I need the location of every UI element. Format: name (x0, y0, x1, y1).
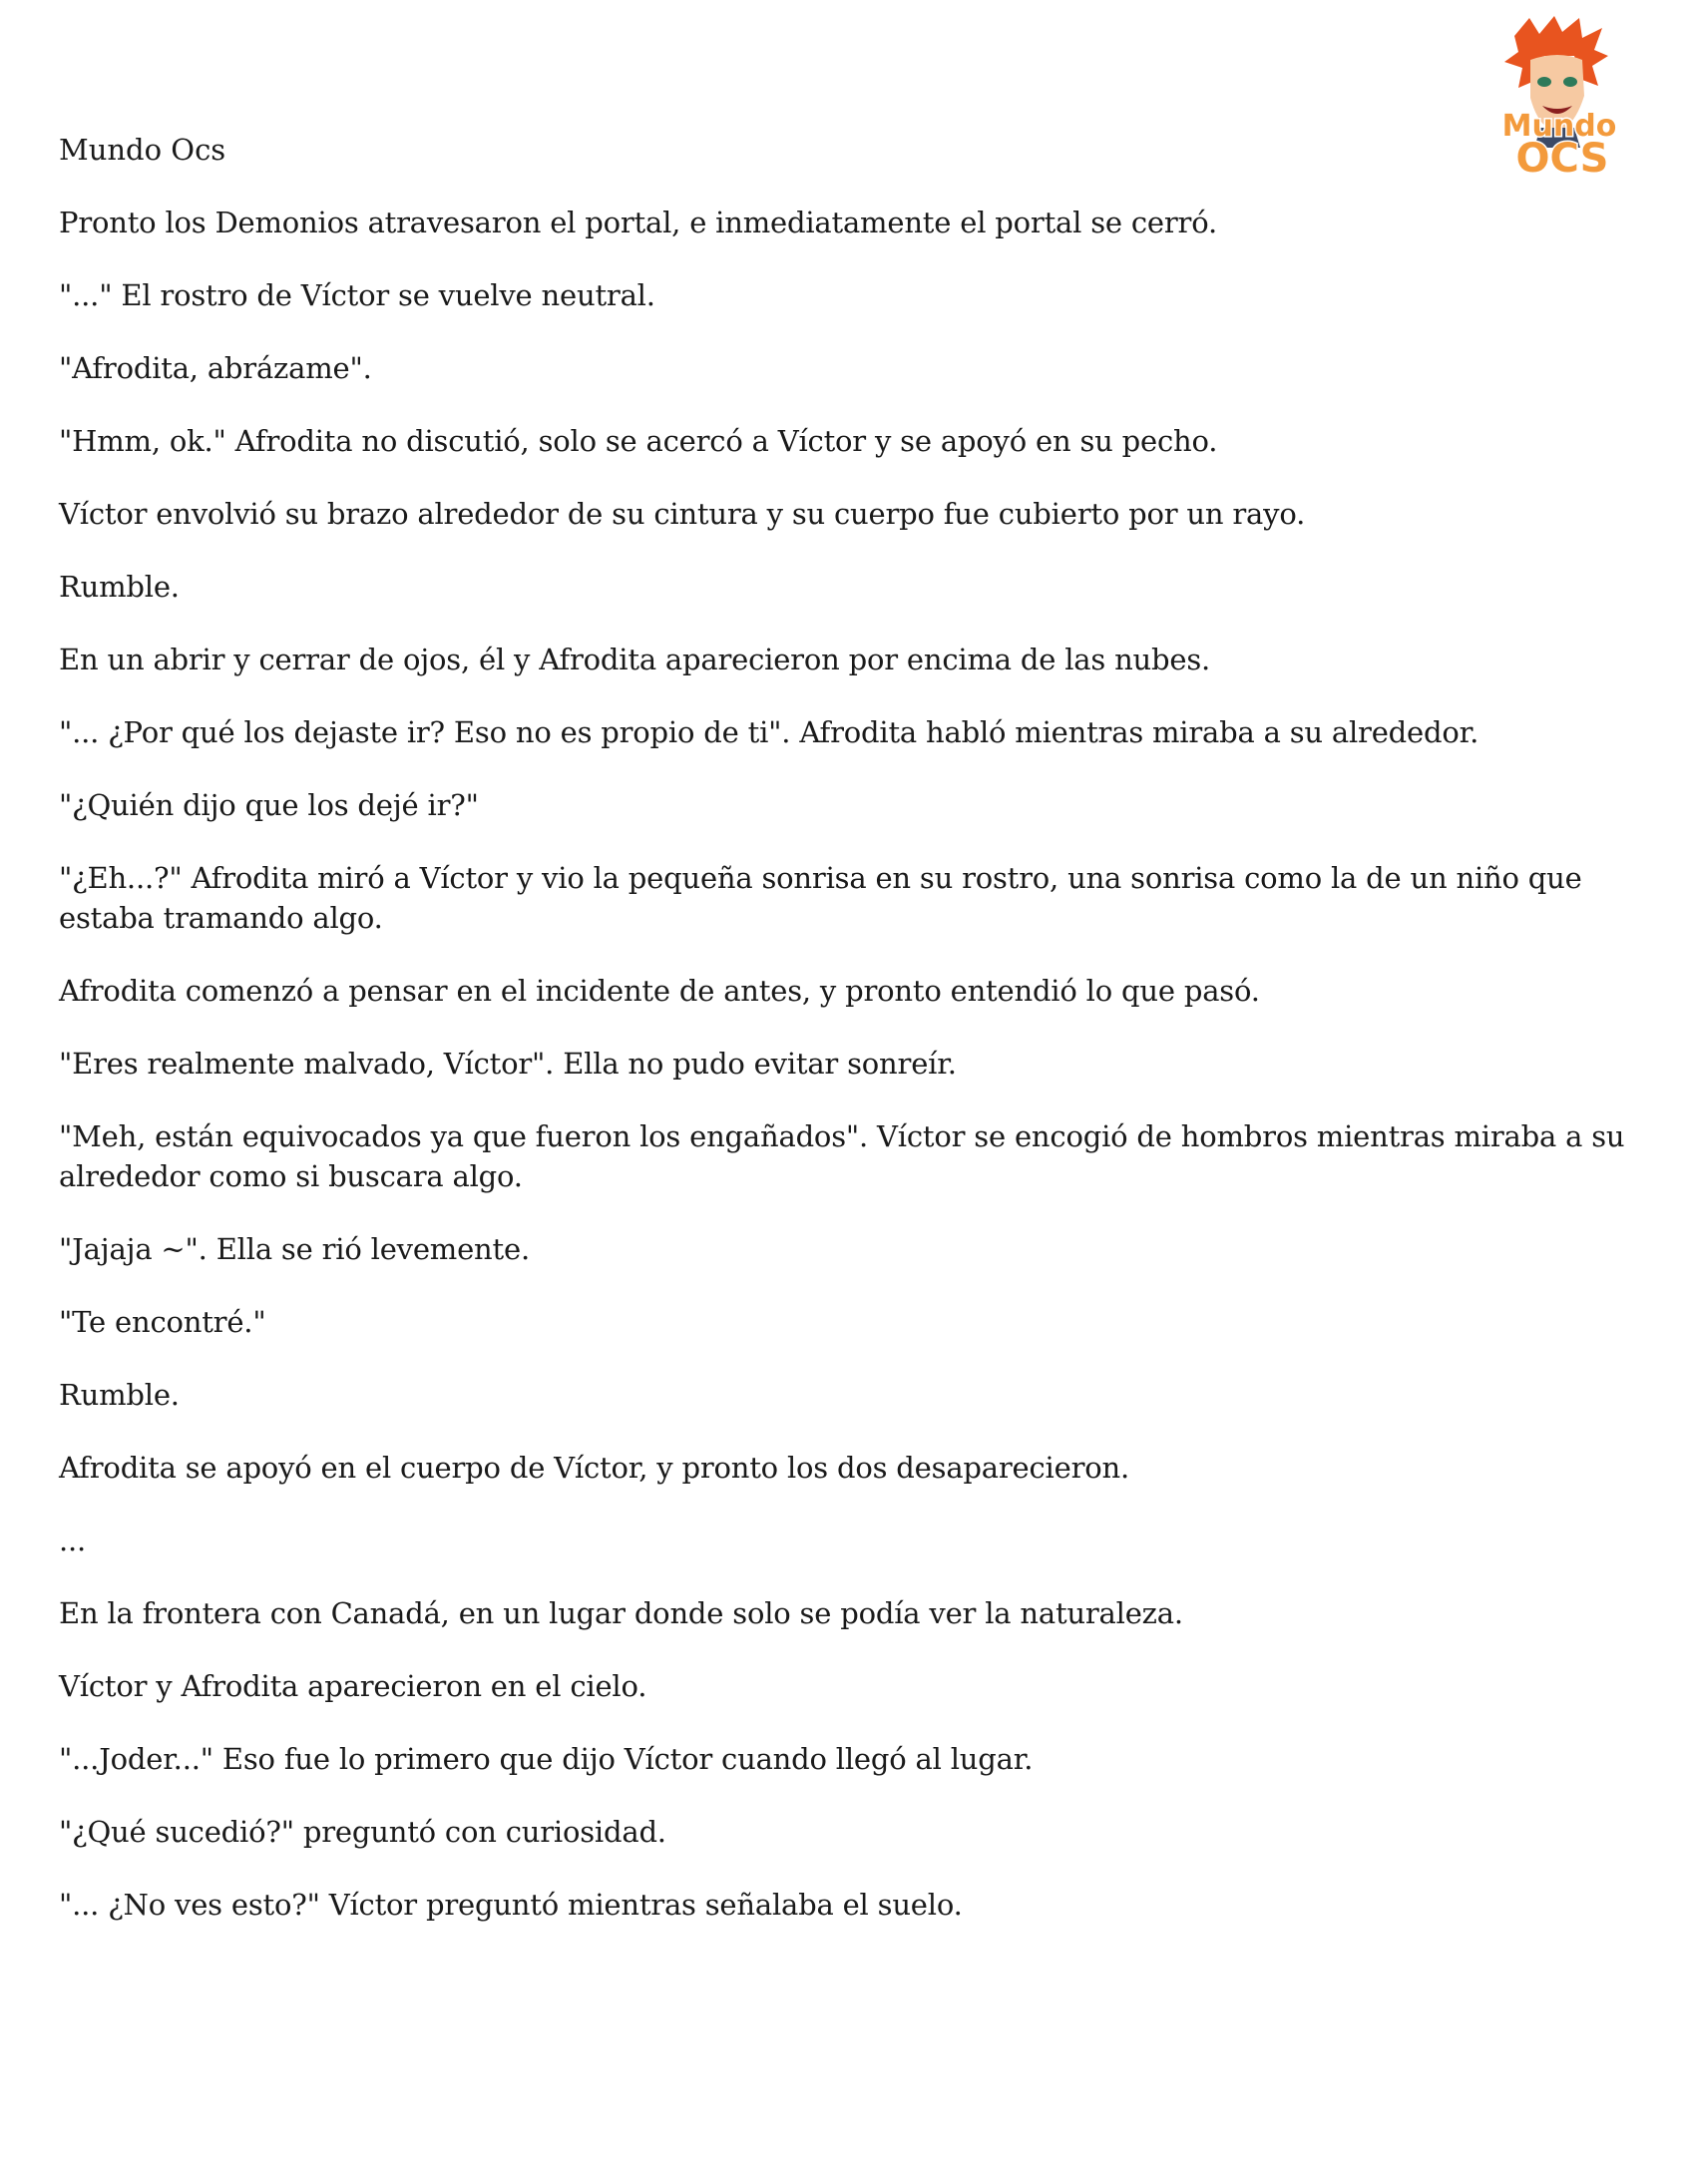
paragraph: Víctor y Afrodita aparecieron en el cielo. (59, 1669, 647, 1703)
paragraph: "...Joder..." Eso fue lo primero que dijo Víctor cuando llegó al lugar. (59, 1742, 1034, 1776)
paragraph: Rumble. (59, 570, 180, 604)
paragraph: "... ¿No ves esto?" Víctor preguntó mientras señalaba el suelo. (59, 1888, 963, 1922)
document-body (59, 130, 1645, 1958)
logo-text-line2: OCS (1515, 136, 1609, 182)
paragraph: "Jajaja ~". Ella se rió levemente. (59, 1232, 530, 1266)
logo-text-line1: Mundo (1501, 109, 1617, 144)
paragraph: "Eres realmente malvado, Víctor". Ella no pudo evitar sonreír. (59, 1047, 957, 1081)
paragraph: Afrodita se apoyó en el cuerpo de Víctor, y pronto los dos desaparecieron. (59, 1451, 1129, 1485)
paragraph: "¿Eh...?" Afrodita miró a Víctor y vio la pequeña sonrisa en su rostro, una sonrisa como la de un niño que estaba tramando algo. (59, 861, 1582, 935)
paragraph: "¿Quién dijo que los dejé ir?" (59, 788, 479, 822)
paragraph: Rumble. (59, 1378, 180, 1412)
paragraph: "¿Qué sucedió?" preguntó con curiosidad. (59, 1815, 666, 1849)
paragraph: En la frontera con Canadá, en un lugar donde solo se podía ver la naturaleza. (59, 1596, 1183, 1630)
paragraph: Pronto los Demonios atravesaron el portal, e inmediatamente el portal se cerró. (59, 206, 1217, 239)
paragraph: "Afrodita, abrázame". (59, 351, 372, 385)
paragraph: "Hmm, ok." Afrodita no discutió, solo se acercó a Víctor y se apoyó en su pecho. (59, 424, 1218, 458)
paragraph: "Te encontré." (59, 1305, 266, 1339)
paragraph: ... (59, 1524, 87, 1557)
paragraph: En un abrir y cerrar de ojos, él y Afrodita aparecieron por encima de las nubes. (59, 643, 1211, 676)
paragraph: Afrodita comenzó a pensar en el incidente de antes, y pronto entendió lo que pasó. (59, 974, 1260, 1008)
paragraph: "... ¿Por qué los dejaste ir? Eso no es propio de ti". Afrodita habló mientras miraba a su alrededor. (59, 715, 1479, 749)
document-title: Mundo Ocs (59, 133, 226, 167)
paragraph: "Meh, están equivocados ya que fueron los engañados". Víctor se encogió de hombros mientras miraba a su alrededor como si buscara algo. (59, 1119, 1625, 1193)
paragraph: "..." El rostro de Víctor se vuelve neutral. (59, 278, 655, 312)
paragraph: Víctor envolvió su brazo alrededor de su cintura y su cuerpo fue cubierto por un rayo. (59, 497, 1306, 531)
